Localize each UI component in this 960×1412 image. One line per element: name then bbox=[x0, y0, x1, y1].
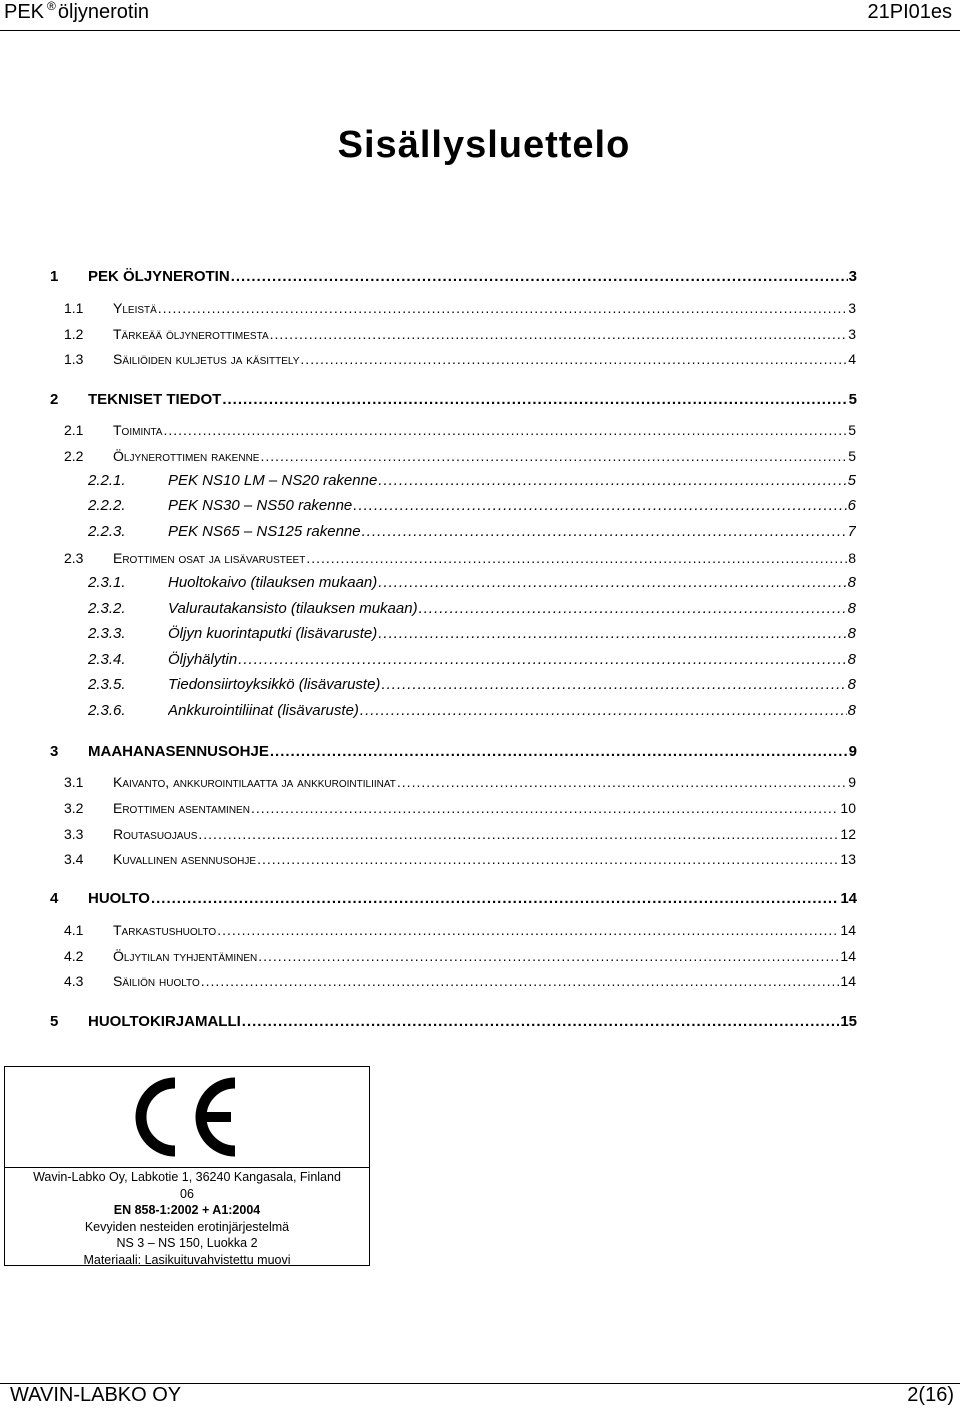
toc-entry-title: Huoltokaivo (tilauksen mukaan) bbox=[168, 574, 378, 591]
toc-leader-dots bbox=[378, 624, 846, 644]
toc-entry-page: 3 bbox=[848, 300, 856, 316]
toc-entry-number: 3.4 bbox=[64, 851, 84, 867]
toc-entry-title: Toiminta bbox=[113, 422, 163, 438]
toc-leader-dots bbox=[217, 920, 839, 940]
toc-entry-number: 2.3.4. bbox=[88, 651, 126, 668]
ce-detail-line: Materiaali: Lasikuituvahvistettu muovi bbox=[83, 1252, 291, 1267]
toc-leader-dots bbox=[163, 420, 847, 440]
toc-leader-dots bbox=[198, 824, 839, 844]
toc-entry-number: 1 bbox=[50, 268, 59, 285]
toc-entry[interactable] bbox=[0, 496, 960, 516]
ce-detail-line: Kevyiden nesteiden erotinjärjestelmä bbox=[84, 1219, 290, 1234]
toc-entry-number: 5 bbox=[50, 1013, 59, 1030]
ce-detail-line: EN 858-1:2002 + A1:2004 bbox=[113, 1203, 261, 1218]
toc-leader-dots bbox=[378, 573, 846, 593]
toc-leader-dots bbox=[270, 324, 848, 344]
toc-entry-page: 8 bbox=[848, 550, 856, 566]
toc-entry[interactable] bbox=[0, 446, 960, 466]
toc-entry-title: HUOLTOKIRJAMALLI bbox=[88, 1013, 241, 1030]
toc-leader-dots bbox=[397, 772, 847, 792]
footer-company: WAVIN-LABKO OY bbox=[10, 1384, 182, 1406]
toc-entry[interactable] bbox=[0, 573, 960, 593]
toc-entry-title: Öljyn kuorintaputki (lisävaruste) bbox=[168, 625, 378, 642]
toc-entry-page: 8 bbox=[847, 702, 856, 719]
toc-entry[interactable] bbox=[0, 599, 960, 619]
toc-leader-dots bbox=[300, 349, 847, 369]
toc-entry-number: 2.3.2. bbox=[88, 600, 126, 617]
toc-entry-number: 3 bbox=[50, 743, 59, 760]
toc-entry-page: 14 bbox=[840, 948, 856, 964]
toc-entry-title: Kuvallinen asennusohje bbox=[113, 851, 257, 867]
toc-entry-title: Tärkeää öljynerottimesta bbox=[113, 326, 269, 342]
toc-entry-title: Säiliön huolto bbox=[113, 973, 200, 989]
toc-leader-dots bbox=[158, 298, 847, 318]
toc-entry-page: 5 bbox=[848, 391, 857, 408]
toc-entry[interactable] bbox=[0, 267, 960, 287]
page-footer bbox=[0, 1383, 960, 1412]
toc-entry[interactable] bbox=[0, 824, 960, 844]
page-title: Sisällysluettelo bbox=[337, 124, 631, 166]
ce-details bbox=[5, 1169, 369, 1269]
toc-entry[interactable] bbox=[0, 548, 960, 568]
toc-entry[interactable] bbox=[0, 1012, 960, 1032]
toc-entry-number: 2.3.3. bbox=[88, 625, 126, 642]
toc-entry-title: Tarkastushuolto bbox=[113, 922, 217, 938]
toc-entry-page: 8 bbox=[847, 676, 856, 693]
toc-entry-page: 5 bbox=[847, 472, 856, 489]
ce-detail-line: NS 3 – NS 150, Luokka 2 bbox=[116, 1236, 258, 1251]
toc-entry-title: Säiliöiden kuljetus ja käsittely bbox=[113, 351, 300, 367]
toc-entry-page: 13 bbox=[840, 851, 856, 867]
toc-entry[interactable] bbox=[0, 675, 960, 695]
toc-entry-page: 8 bbox=[847, 625, 856, 642]
toc-entry-page: 3 bbox=[848, 268, 857, 285]
toc-leader-dots bbox=[353, 496, 846, 516]
toc-entry-page: 6 bbox=[847, 497, 856, 514]
toc-entry[interactable] bbox=[0, 742, 960, 762]
toc-entry-title: PEK ÖLJYNEROTIN bbox=[88, 268, 230, 285]
toc-leader-dots bbox=[251, 798, 839, 818]
toc-entry[interactable] bbox=[0, 624, 960, 644]
toc-leader-dots bbox=[222, 390, 847, 410]
toc-entry[interactable] bbox=[0, 471, 960, 491]
page-header bbox=[0, 0, 960, 31]
toc-leader-dots bbox=[260, 446, 847, 466]
toc-entry-number: 1.1 bbox=[64, 300, 84, 316]
toc-entry-number: 2.3.1. bbox=[88, 574, 126, 591]
toc-entry[interactable] bbox=[0, 522, 960, 542]
toc-entry[interactable] bbox=[0, 349, 960, 369]
toc-entry-title: TEKNISET TIEDOT bbox=[88, 391, 222, 408]
toc-entry-number: 2.2 bbox=[64, 448, 84, 464]
toc-leader-dots bbox=[231, 267, 848, 287]
toc-leader-dots bbox=[360, 701, 847, 721]
ce-detail-line: Wavin-Labko Oy, Labkotie 1, 36240 Kangasala, Finland bbox=[33, 1170, 341, 1184]
toc-entry-number: 3.3 bbox=[64, 826, 84, 842]
toc-entry-page: 10 bbox=[840, 800, 856, 816]
toc-entry[interactable] bbox=[0, 798, 960, 818]
toc-leader-dots bbox=[381, 675, 846, 695]
toc-entry[interactable] bbox=[0, 324, 960, 344]
toc-leader-dots bbox=[257, 849, 839, 869]
footer-page-number: 2(16) bbox=[907, 1384, 954, 1406]
registered-mark: ® bbox=[47, 0, 56, 13]
toc-leader-dots bbox=[242, 1012, 840, 1032]
toc-entry-number: 1.2 bbox=[64, 326, 84, 342]
toc-entry-page: 7 bbox=[847, 523, 856, 540]
toc-entry-page: 14 bbox=[840, 973, 856, 989]
toc-entry-title: PEK NS10 LM – NS20 rakenne bbox=[168, 472, 378, 489]
toc-leader-dots bbox=[306, 548, 847, 568]
toc-entry[interactable] bbox=[0, 849, 960, 869]
toc-entry-page: 8 bbox=[847, 600, 856, 617]
toc-entry-title: Yleistä bbox=[113, 300, 157, 316]
toc-leader-dots bbox=[238, 650, 846, 670]
toc-entry-title: Kaivanto, ankkurointilaatta ja ankkurointiliinat bbox=[113, 774, 396, 790]
toc-entry-number: 3.2 bbox=[64, 800, 84, 816]
toc-entry-number: 4.3 bbox=[64, 973, 84, 989]
toc-entry-page: 12 bbox=[840, 826, 856, 842]
toc-entry-number: 4.1 bbox=[64, 922, 84, 938]
toc-entry-title: MAAHANASENNUSOHJE bbox=[88, 743, 269, 760]
toc-leader-dots bbox=[258, 946, 839, 966]
toc-entry[interactable] bbox=[0, 920, 960, 940]
toc-leader-dots bbox=[151, 889, 839, 909]
toc-entry-title: Tiedonsiirtoyksikkö (lisävaruste) bbox=[168, 676, 381, 693]
toc-entry-page: 4 bbox=[848, 351, 856, 367]
toc-entry-number: 2 bbox=[50, 391, 59, 408]
toc-leader-dots bbox=[201, 971, 840, 991]
toc-entry-number: 2.2.2. bbox=[88, 497, 126, 514]
toc-entry-title: PEK NS30 – NS50 rakenne bbox=[168, 497, 353, 514]
toc-entry-number: 3.1 bbox=[64, 774, 84, 790]
toc-entry[interactable] bbox=[0, 298, 960, 318]
ce-detail-line: 06 bbox=[180, 1186, 194, 1201]
toc-entry-page: 14 bbox=[840, 890, 857, 907]
toc-entry-number: 4 bbox=[50, 890, 59, 907]
toc-entry-page: 5 bbox=[848, 422, 856, 438]
toc-entry-page: 9 bbox=[848, 743, 857, 760]
toc-leader-dots bbox=[270, 742, 848, 762]
toc-entry-number: 2.2.3. bbox=[88, 523, 126, 540]
toc-entry[interactable] bbox=[0, 946, 960, 966]
toc-entry-title: Routasuojaus bbox=[113, 826, 198, 842]
toc-entry[interactable] bbox=[0, 701, 960, 721]
toc-entry-page: 8 bbox=[847, 574, 856, 591]
toc-entry-number: 1.3 bbox=[64, 351, 84, 367]
toc-entry[interactable] bbox=[0, 889, 960, 909]
toc-leader-dots bbox=[378, 471, 846, 491]
toc-entry-title: Ankkurointiliinat (lisävaruste) bbox=[168, 702, 359, 719]
toc-entry[interactable] bbox=[0, 420, 960, 440]
header-product: PEK ® öljynerotin bbox=[4, 0, 150, 23]
toc-entry-title: PEK NS65 – NS125 rakenne bbox=[168, 523, 361, 540]
ce-logo-icon bbox=[125, 1077, 245, 1157]
toc-entry-number: 2.1 bbox=[64, 422, 84, 438]
toc-entry-number: 4.2 bbox=[64, 948, 84, 964]
toc-entry[interactable] bbox=[0, 390, 960, 410]
toc-entry-title: HUOLTO bbox=[88, 890, 150, 907]
toc-entry[interactable] bbox=[0, 772, 960, 792]
toc-leader-dots bbox=[419, 599, 847, 619]
ce-marking-box bbox=[4, 1066, 370, 1266]
toc-entry-number: 2.3.5. bbox=[88, 676, 126, 693]
toc-entry-number: 2.3.6. bbox=[88, 702, 126, 719]
toc-entry-page: 5 bbox=[848, 448, 856, 464]
toc-entry-title: Erottimen osat ja lisävarusteet bbox=[113, 550, 306, 566]
ce-logo-area bbox=[5, 1067, 369, 1168]
toc-entry-title: Valurautakansisto (tilauksen mukaan) bbox=[168, 600, 418, 617]
header-doc-code: 21PI01es bbox=[867, 1, 952, 23]
toc-entry-number: 2.2.1. bbox=[88, 472, 126, 489]
toc-entry-page: 8 bbox=[847, 651, 856, 668]
toc-leader-dots bbox=[362, 522, 847, 542]
toc-entry-title: Erottimen asentaminen bbox=[113, 800, 250, 816]
toc-entry-page: 3 bbox=[848, 326, 856, 342]
toc-entry-page: 15 bbox=[840, 1013, 857, 1030]
toc-entry-page: 9 bbox=[848, 774, 856, 790]
toc-entry-number: 2.3 bbox=[64, 550, 84, 566]
toc-entry[interactable] bbox=[0, 650, 960, 670]
toc-entry-title: Öljytilan tyhjentäminen bbox=[113, 948, 258, 964]
toc-entry-page: 14 bbox=[840, 922, 856, 938]
toc-entry-title: Öljyhälytin bbox=[168, 651, 238, 668]
toc-entry-title: Öljynerottimen rakenne bbox=[113, 448, 260, 464]
toc-entry[interactable] bbox=[0, 971, 960, 991]
